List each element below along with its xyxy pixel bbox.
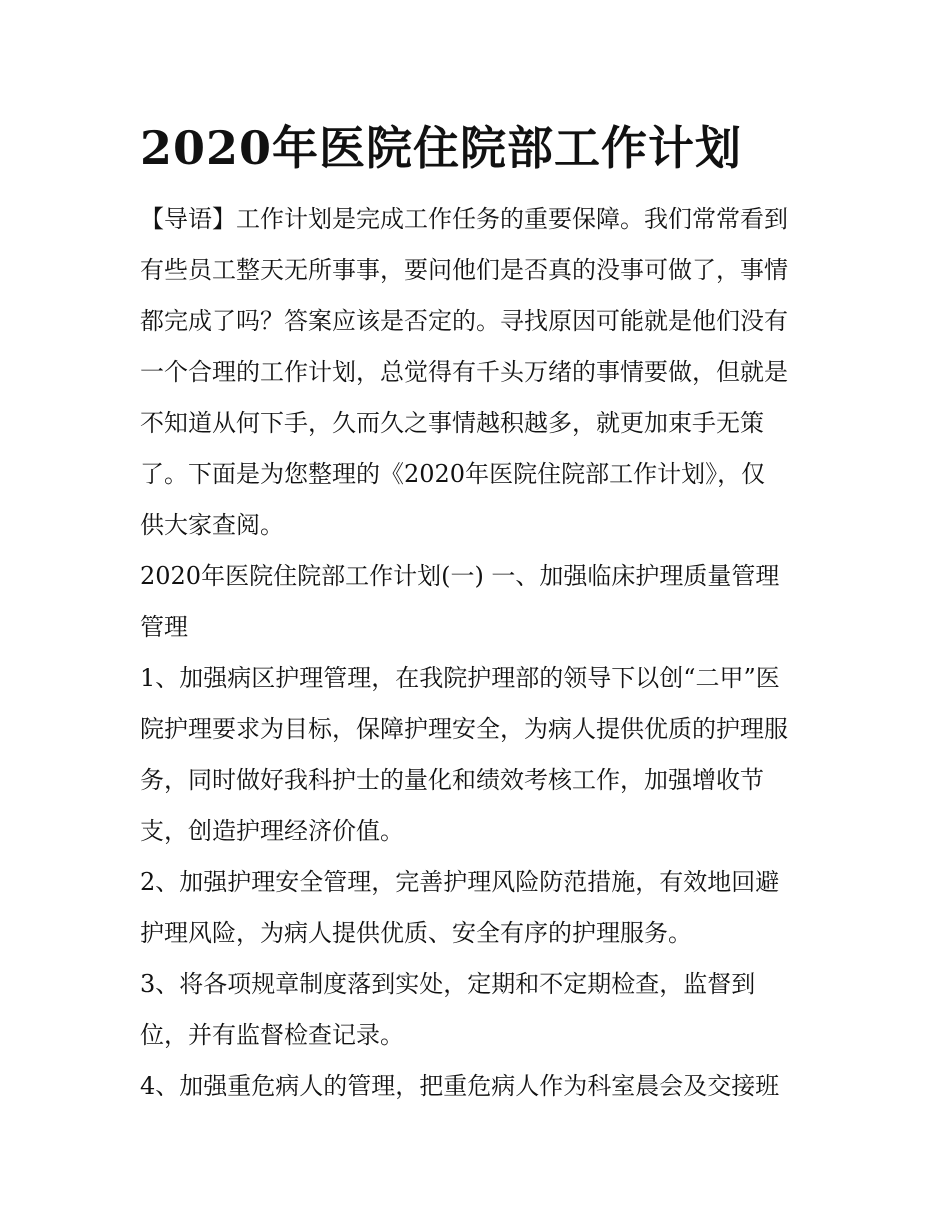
item-1-line: 务，同时做好我科护士的量化和绩效考核工作，加强增收节 bbox=[140, 766, 764, 794]
intro-line: 一个合理的工作计划，总觉得有千头万绪的事情要做，但就是 bbox=[140, 358, 788, 386]
item-1-line: 1、加强病区护理管理，在我院护理部的领导下以创“二甲”医 bbox=[140, 664, 780, 692]
item-3-line: 3、将各项规章制度落到实处，定期和不定期检查，监督到 bbox=[140, 970, 756, 998]
item-2-line: 2、加强护理安全管理，完善护理风险防范措施，有效地回避 bbox=[140, 868, 780, 896]
item-1-line: 支，创造护理经济价值。 bbox=[140, 817, 404, 845]
intro-line: 不知道从何下手，久而久之事情越积越多，就更加束手无策 bbox=[140, 409, 764, 437]
section-heading-line: 2020年医院住院部工作计划(一) 一、加强临床护理质量管理 bbox=[140, 562, 780, 590]
intro-line: 都完成了吗？答案应该是否定的。寻找原因可能就是他们没有 bbox=[140, 307, 788, 335]
document-title: 2020年医院住院部工作计划 bbox=[140, 121, 743, 175]
document-page bbox=[140, 112, 820, 1112]
intro-line: 【导语】工作计划是完成工作任务的重要保障。我们常常看到 bbox=[140, 205, 788, 233]
item-1-line: 院护理要求为目标，保障护理安全，为病人提供优质的护理服 bbox=[140, 715, 788, 743]
intro-line: 了。下面是为您整理的《2020年医院住院部工作计划》，仅 bbox=[140, 460, 766, 488]
intro-line: 供大家查阅。 bbox=[140, 511, 284, 539]
item-2-line: 护理风险，为病人提供优质、安全有序的护理服务。 bbox=[140, 919, 692, 947]
item-3-line: 位，并有监督检查记录。 bbox=[140, 1021, 404, 1049]
intro-line: 有些员工整天无所事事，要问他们是否真的没事可做了，事情 bbox=[140, 256, 788, 284]
document-body bbox=[140, 194, 820, 1112]
item-4-line: 4、加强重危病人的管理，把重危病人作为科室晨会及交接班 bbox=[140, 1072, 780, 1100]
section-heading-line: 管理 bbox=[140, 613, 188, 641]
